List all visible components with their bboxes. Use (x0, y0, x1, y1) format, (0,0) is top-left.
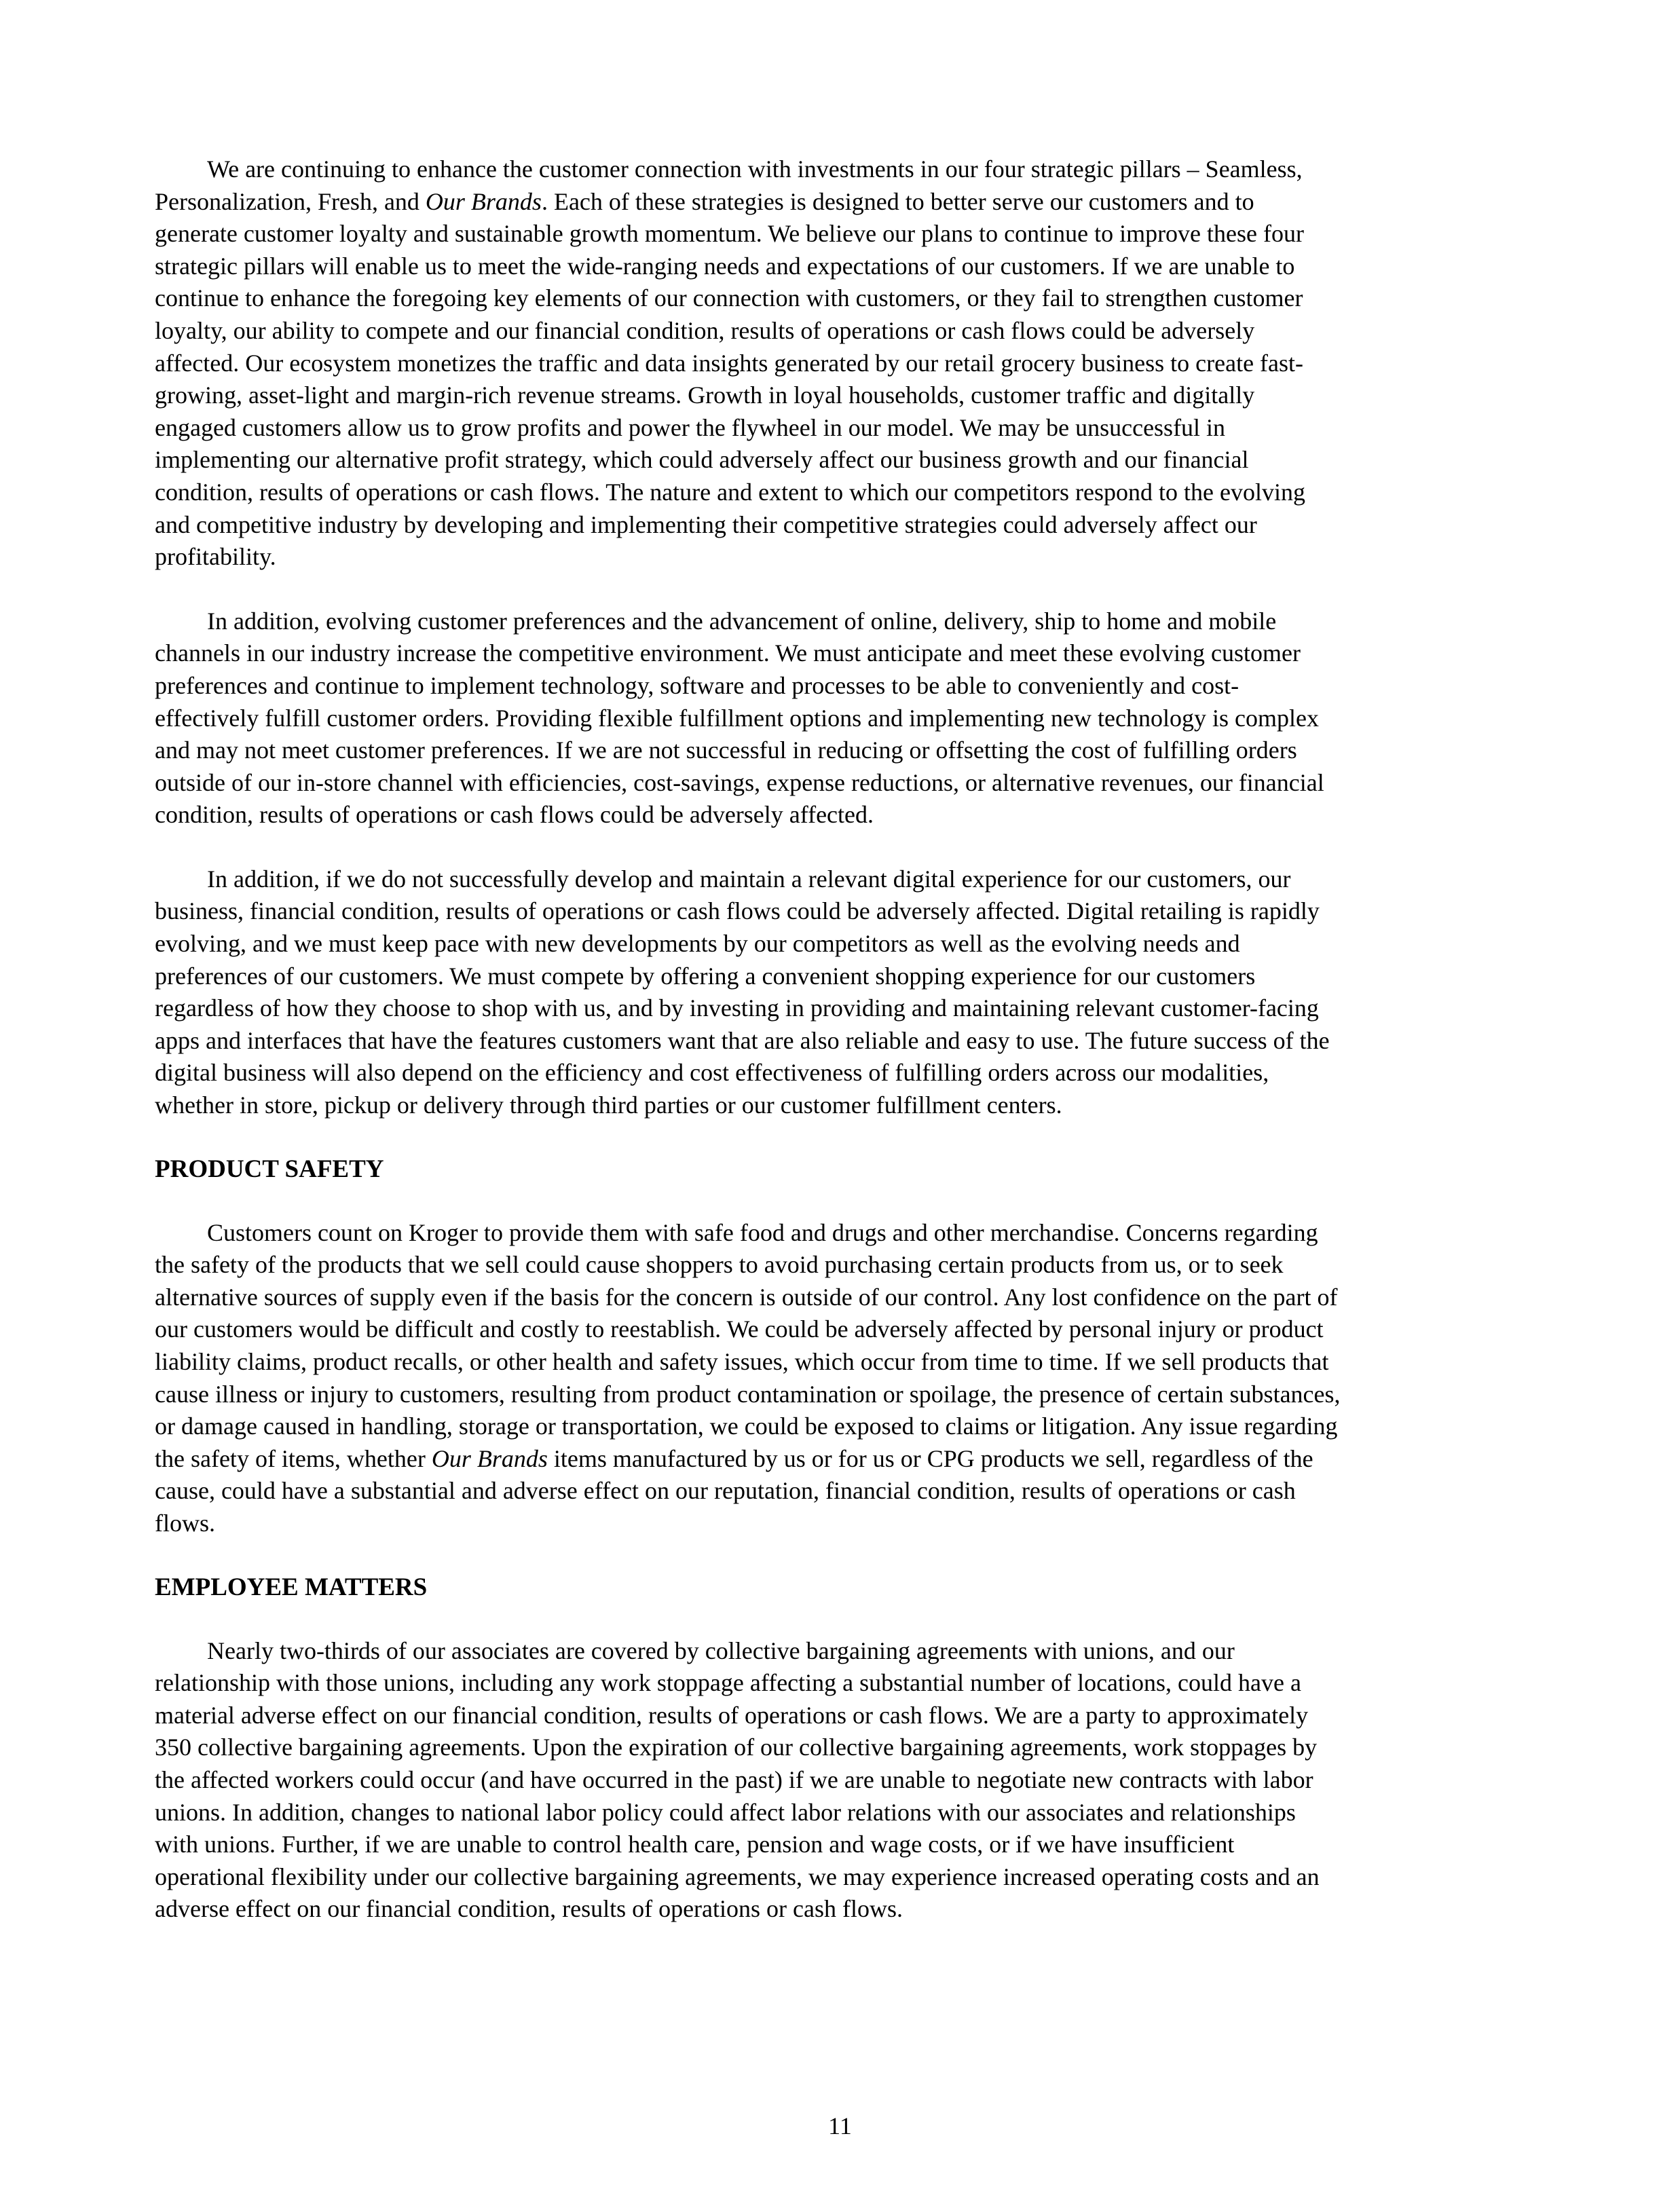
document-body (155, 153, 1527, 1926)
heading-product-safety: PRODUCT SAFETY (155, 1155, 384, 1183)
paragraph-text: . Each of these strategies is designed to better serve our customers and to generate customer loyalty and sustainable growth momentum. We believe our plans to continue to improve these four strategic pillars will enable us to meet the wide-ranging needs and expectations of our customers. If we are unable to continue to enhance the foregoing key elements of our connection with customers, or they fail to strengthen customer loyalty, our ability to compete and our financial condition, results of operations or cash flows could be adversely affected. Our ecosystem monetizes the traffic and data insights generated by our retail grocery business to create fast- growing, asset-light and margin-rich revenue streams. Growth in loyal households, customer traffic and digitally engaged customers allow us to grow profits and power the flywheel in our model. We may be unsuccessful in implementing our alternative profit strategy, which could adversely affect our business growth and our financial condition, results of operations or cash flows. The nature and extent to which our competitors respond to the evolving and competitive industry by developing and implementing their competitive strategies could adversely affect our profitability. (155, 187, 1305, 571)
paragraph-strategic-pillars (155, 153, 1527, 574)
our-brands-emphasis: Our Brands (431, 1444, 548, 1472)
heading-employee-matters: EMPLOYEE MATTERS (155, 1573, 428, 1601)
paragraph-text: items manufactured by us or for us or CPG products we sell, regardless of the cause, could have a substantial and adverse effect on our reputation, financial condition, results of operations or cash flows. (155, 1444, 1313, 1537)
our-brands-emphasis: Our Brands (425, 187, 542, 215)
page-number: 11 (828, 2112, 852, 2139)
paragraph-customer-preferences: In addition, evolving customer preferences and the advancement of online, delivery, ship to home and mobile channels in our industry increase the competitive environment. We must anticipate and meet these evolving customer preferences and continue to implement technology, software and processes to be able to conveniently and cost- effectively fulfill customer orders. Providing flexible fulfillment options and implementing new technology is complex and may not meet customer preferences. If we are not successful in reducing or offsetting the cost of fulfilling orders outside of our in-store channel with efficiencies, cost-savings, expense reductions, or alternative revenues, our financial condition, results of operations or cash flows could be adversely affected. (155, 607, 1324, 829)
paragraph-text: We are continuing to enhance the customer connection with investments in our four strategic pillars – Seamless, Personalization, Fresh, and (155, 155, 1303, 215)
paragraph-product-safety (155, 1217, 1527, 1540)
paragraph-text: Customers count on Kroger to provide them with safe food and drugs and other merchandise. Concerns regarding the safety of the products that we sell could cause shoppers to avoid purchasing certain products from us, or to seek alternative sources of supply even if the basis for the concern is outside of our control. Any lost confidence on the part of our customers would be difficult and costly to reestablish. We could be adversely affected by personal injury or product liability claims, product recalls, or other health and safety issues, which occur from time to time. If we sell products that cause illness or injury to customers, resulting from product contamination or spoilage, the presence of certain substances, or damage caused in handling, storage or transportation, we could be exposed to claims or litigation. Any issue regarding the safety of items, whether (155, 1218, 1341, 1472)
paragraph-digital-experience: In addition, if we do not successfully develop and maintain a relevant digital experience for our customers, our business, financial condition, results of operations or cash flows could be adversely affected. Digital retailing is rapidly evolving, and we must keep pace with new developments by our competitors as well as the evolving needs and preferences of our customers. We must compete by offering a convenient shopping experience for our customers regardless of how they choose to shop with us, and by investing in providing and maintaining relevant customer-facing apps and interfaces that have the features customers want that are also reliable and easy to use. The future success of the digital business will also depend on the efficiency and cost effectiveness of fulfilling orders across our modalities, whether in store, pickup or delivery through third parties or our customer fulfillment centers. (155, 865, 1330, 1119)
paragraph-employee-matters: Nearly two-thirds of our associates are covered by collective bargaining agreements with unions, and our relationship with those unions, including any work stoppage affecting a substantial number of locations, could have a material adverse effect on our financial condition, results of operations or cash flows. We are a party to approximately 350 collective bargaining agreements. Upon the expiration of our collective bargaining agreements, work stoppages by the affected workers could occur (and have occurred in the past) if we are unable to negotiate new contracts with labor unions. In addition, changes to national labor policy could affect labor relations with our associates and relationships with unions. Further, if we are unable to control health care, pension and wage costs, or if we have insufficient operational flexibility under our collective bargaining agreements, we may experience increased operating costs and an adverse effect on our financial condition, results of operations or cash flows. (155, 1636, 1320, 1923)
